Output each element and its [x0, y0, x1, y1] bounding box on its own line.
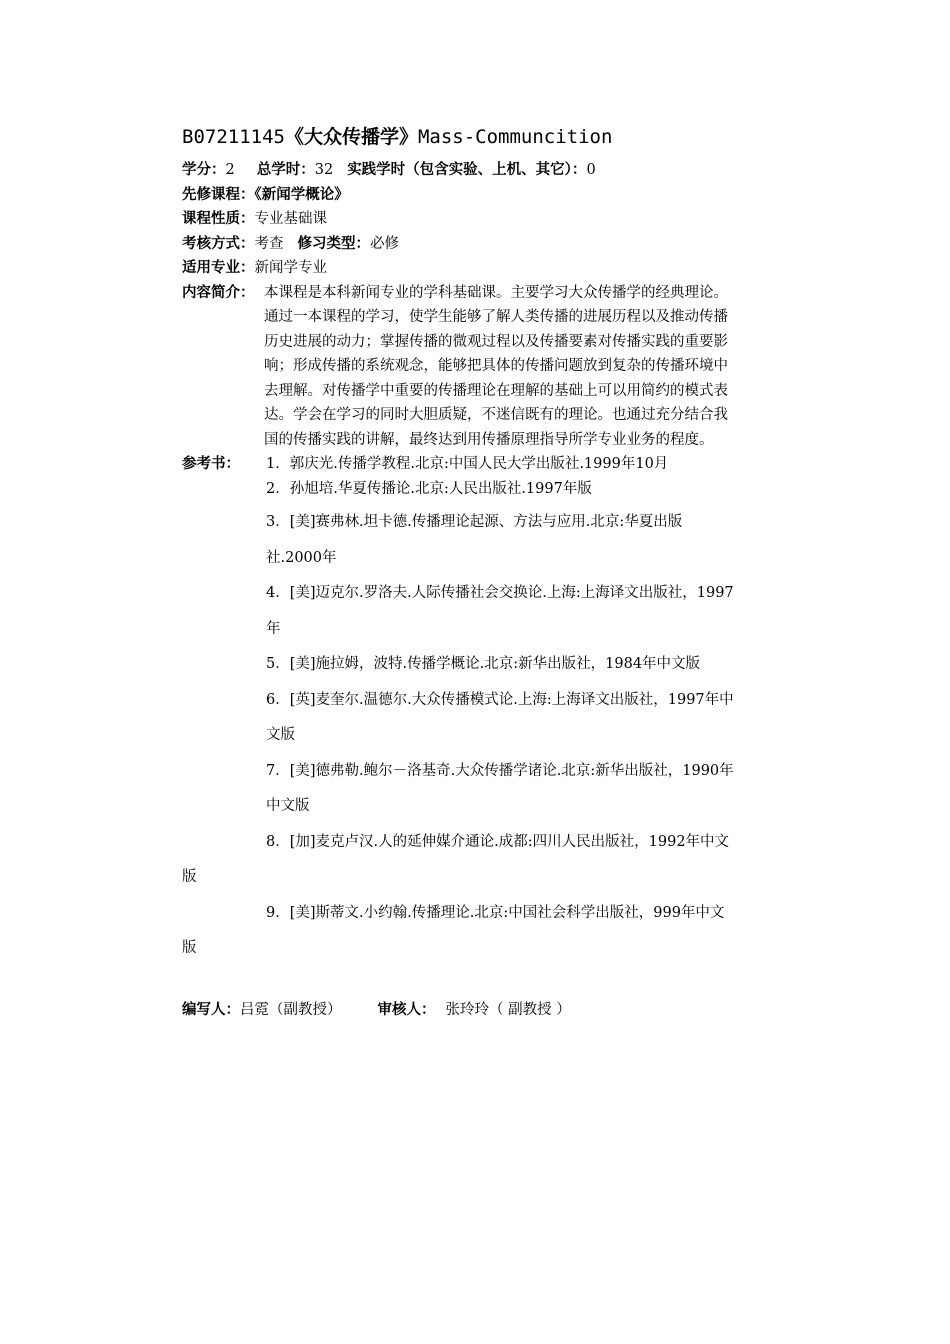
study-type-value: 必修: [370, 235, 399, 252]
nature-row: [182, 207, 822, 232]
intro-line: 去理解。对传播学中重要的传播理论在理解的基础上可以用简约的模式表: [264, 382, 728, 399]
exam-row: [182, 232, 822, 257]
reference-item-cont: 文版: [266, 727, 295, 743]
hours-value: 32: [314, 162, 334, 178]
major-value: 新闻学专业: [254, 260, 327, 276]
nature-value: 专业基础课: [254, 211, 327, 227]
reference-item: 6．[英]麦奎尔.温德尔.大众传播模式论.上海:上海译文出版社，1997年中: [266, 691, 734, 708]
course-syllabus: [182, 122, 822, 967]
prereq-label: 先修课程：: [182, 186, 255, 203]
hours-label: 总学时：: [256, 162, 315, 178]
reviewer-label: 审核人：: [377, 1002, 436, 1018]
authors-row: [182, 998, 571, 1022]
major-label: 适用专业：: [182, 260, 255, 276]
reference-item: 5．[美]施拉姆，波特.传播学概论.北京:新华出版社，1984年中文版: [266, 656, 701, 672]
references-label: 参考书：: [182, 456, 240, 472]
intro-line: 本课程是本科新闻专业的学科基础课。主要学习大众传播学的经典理论。: [264, 284, 728, 301]
intro-line: 国的传播实践的讲解，最终达到用传播原理指导所学专业业务的程度。: [264, 431, 714, 448]
reference-item: 7．[美]德弗勒.鲍尔－洛基奇.大众传播学诸论.北京:新华出版社，1990年: [266, 762, 734, 779]
reference-item: 1．郭庆光.传播学教程.北京:中国人民大学出版社.1999年10月: [266, 456, 669, 472]
reference-item: 3．[美]赛弗林.坦卡德.传播理论起源、方法与应用.北京:华夏出版: [266, 514, 683, 530]
reference-item: 9．[美]斯蒂文.小约翰.传播理论.北京:中国社会科学出版社，999年中文: [266, 904, 725, 921]
reference-item-cont: 中文版: [266, 798, 310, 814]
reference-item-cont: 社.2000年: [266, 549, 337, 566]
references-section: [182, 452, 822, 967]
credit-row: [182, 158, 822, 183]
credit-label: 学分：: [182, 162, 226, 178]
intro-section: [182, 281, 822, 453]
reference-item-cont: 版: [182, 869, 197, 885]
course-cn-name: 《大众传播学》: [284, 126, 418, 148]
nature-label: 课程性质：: [182, 211, 255, 227]
writer-value: 吕霓（副教授）: [240, 1002, 342, 1018]
writer-label: 编写人：: [182, 1002, 240, 1018]
course-code: B07211145: [182, 126, 285, 148]
major-row: [182, 256, 822, 281]
intro-label: 内容简介：: [182, 284, 255, 301]
intro-line: 通过一本课程的学习，使学生能够了解人类传播的进展历程以及推动传播: [264, 309, 728, 325]
reference-item-cont: 年: [266, 620, 281, 637]
course-en-name: Mass-Communcition: [417, 126, 613, 148]
intro-line: 历史进展的动力；掌握传播的微观过程以及传播要素对传播实践的重要影: [264, 333, 728, 350]
study-type-label: 修习类型：: [297, 235, 370, 252]
prereq-value: 《新闻学概论》: [254, 186, 349, 203]
reference-item: 4．[美]迈克尔.罗洛夫.人际传播社会交换论.上海:上海译文出版社，1997: [266, 585, 734, 601]
intro-line: 响；形成传播的系统观念，能够把具体的传播问题放到复杂的传播环境中: [264, 358, 728, 374]
intro-text: [264, 281, 822, 453]
reference-item-cont: 版: [182, 940, 197, 956]
exam-value: 考查: [254, 235, 284, 252]
credit-value: 2: [225, 162, 235, 178]
prereq-row: [182, 183, 822, 208]
reviewer-value: 张玲玲（ 副教授 ）: [445, 1002, 571, 1018]
intro-line: 达。学会在学习的同时大胆质疑，不迷信既有的理论。也通过充分结合我: [264, 407, 728, 423]
reference-item: 8．[加]麦克卢汉.人的延伸媒介通论.成都:四川人民出版社，1992年中文: [266, 833, 730, 850]
practice-value: 0: [586, 162, 596, 178]
exam-label: 考核方式：: [182, 235, 255, 252]
reference-item: 2．孙旭培.华夏传播论.北京:人民出版社.1997年版: [266, 480, 592, 497]
course-title: [182, 122, 822, 152]
practice-label: 实践学时（包含实验、上机、其它）：: [347, 162, 587, 178]
